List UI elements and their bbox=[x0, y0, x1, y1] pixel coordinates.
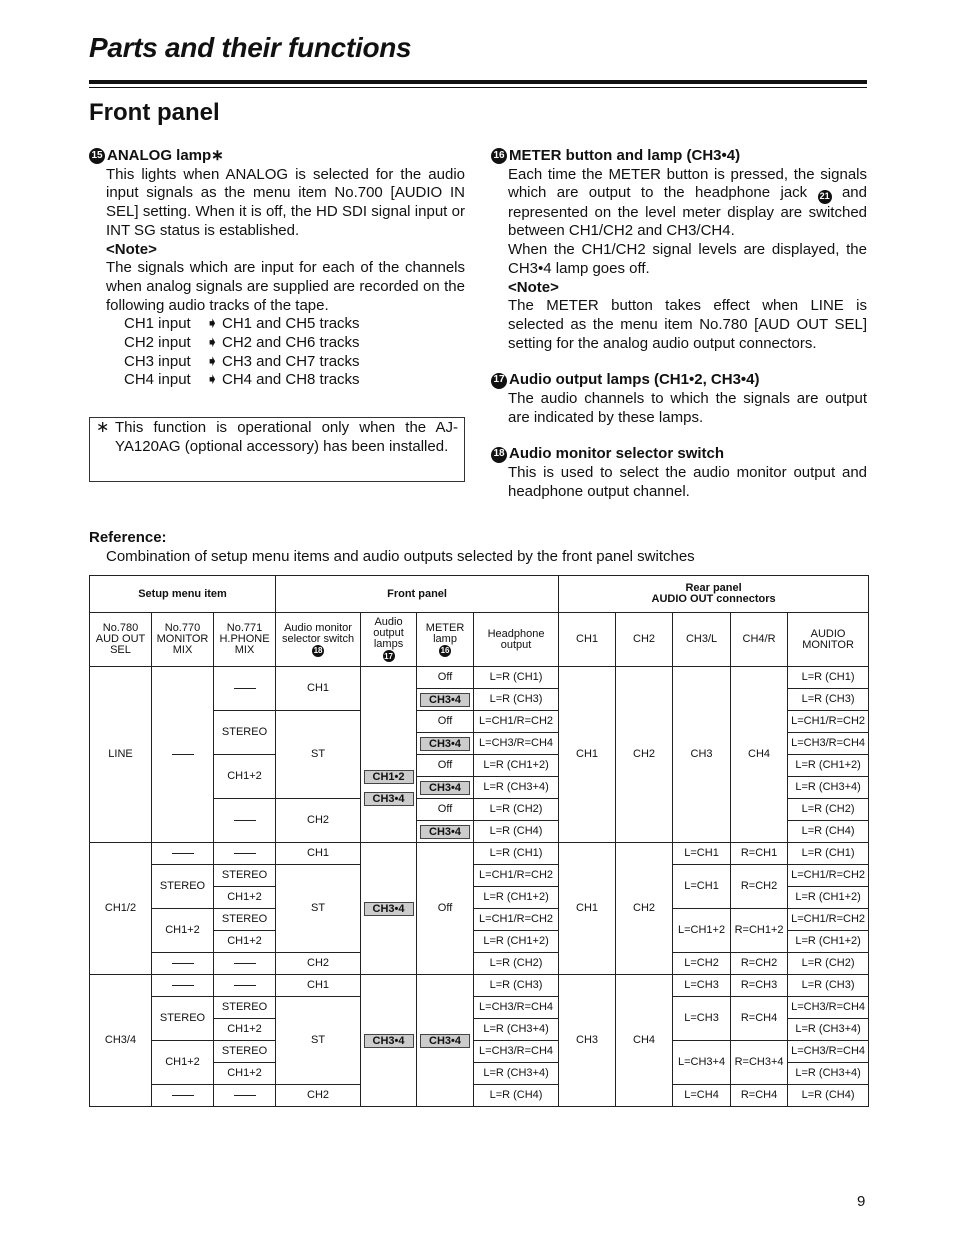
cell-headphone: L=R (CH3) bbox=[474, 975, 559, 997]
cell-headphone: L=CH3/R=CH4 bbox=[474, 733, 559, 755]
arrow-right-icon: ➧ bbox=[206, 371, 219, 389]
cell-aud-out-sel: CH1/2 bbox=[90, 843, 152, 975]
cell-audio-monitor: L=CH3/R=CH4 bbox=[788, 997, 869, 1019]
col-header-ch4r: CH4/R bbox=[731, 613, 788, 667]
cell-headphone: L=CH1/R=CH2 bbox=[474, 909, 559, 931]
table-row bbox=[90, 1041, 869, 1063]
footnote-text: This function is operational only when the AJ-YA120AG (optional accessory) has been installed. bbox=[115, 419, 458, 455]
cell-rear-ch3l: CH3 bbox=[673, 667, 731, 843]
audio-out-connectors-label: AUDIO OUT connectors bbox=[651, 593, 776, 605]
item-16-note: The METER button takes effect when LINE is selected as the menu item No.780 [AUD OUT SEL] setting for the analog audio output connectors. bbox=[508, 297, 867, 352]
cell-audio-monitor: L=R (CH3) bbox=[788, 689, 869, 711]
col-header-monitor-switch: Audio monitor selector switch 18 bbox=[276, 613, 361, 667]
item-16-body bbox=[491, 166, 867, 241]
cell-meter-lamp bbox=[417, 975, 474, 1107]
col-header-ch3l: CH3/L bbox=[673, 613, 731, 667]
cell-hphone-mix: STEREO bbox=[214, 909, 276, 931]
table-row bbox=[90, 667, 869, 689]
cell-aud-out-sel: CH3/4 bbox=[90, 975, 152, 1107]
page-header-title: Parts and their functions bbox=[89, 32, 412, 63]
dash bbox=[234, 1095, 256, 1096]
lamp-ch34: CH3•4 bbox=[420, 1034, 470, 1048]
col-header-ch2: CH2 bbox=[616, 613, 673, 667]
cell-hphone-mix: STEREO bbox=[214, 865, 276, 887]
rear-panel-label: Rear panel bbox=[685, 582, 742, 594]
cell-audio-monitor: L=R (CH3) bbox=[788, 975, 869, 997]
cell-monitor-mix bbox=[152, 667, 214, 843]
track-output: CH1 and CH5 tracks bbox=[222, 315, 360, 333]
cell-hphone-mix bbox=[214, 667, 276, 711]
cell-meter-lamp bbox=[417, 733, 474, 755]
cell-audio-monitor: L=CH1/R=CH2 bbox=[788, 711, 869, 733]
cell-audio-monitor: L=R (CH1+2) bbox=[788, 887, 869, 909]
item-15-title: ANALOG lamp∗ bbox=[107, 147, 224, 164]
cell-monitor-mix: CH1+2 bbox=[152, 909, 214, 953]
cell-audio-monitor: L=R (CH1+2) bbox=[788, 755, 869, 777]
cell-headphone: L=CH1/R=CH2 bbox=[474, 711, 559, 733]
item-17-body: The audio channels to which the signals are output are indicated by these lamps. bbox=[508, 390, 867, 426]
item-16-title: METER button and lamp (CH3•4) bbox=[509, 147, 741, 164]
cell-monitor-mix bbox=[152, 975, 214, 997]
cell-monitor-mix: STEREO bbox=[152, 865, 214, 909]
cell-rear-ch3l: L=CH1 bbox=[673, 843, 731, 865]
cell-headphone: L=R (CH3+4) bbox=[474, 777, 559, 799]
arrow-right-icon: ➧ bbox=[206, 315, 219, 333]
cell-meter-lamp bbox=[417, 821, 474, 843]
table-row bbox=[90, 909, 869, 931]
cell-meter-lamp: Off bbox=[417, 755, 474, 777]
dash bbox=[234, 820, 256, 821]
dash bbox=[172, 853, 194, 854]
cell-rear-ch4r: R=CH4 bbox=[731, 1085, 788, 1107]
item-18-number: 18 bbox=[491, 447, 507, 463]
track-output: CH4 and CH8 tracks bbox=[222, 371, 360, 389]
cell-audio-monitor: L=R (CH3+4) bbox=[788, 777, 869, 799]
dash bbox=[172, 985, 194, 986]
col-header-ch1: CH1 bbox=[559, 613, 616, 667]
cell-meter-lamp bbox=[417, 777, 474, 799]
cell-output-lamps bbox=[361, 975, 417, 1107]
group-setup-header: Setup menu item bbox=[90, 576, 276, 613]
cell-meter-lamp: Off bbox=[417, 843, 474, 975]
table-row bbox=[90, 865, 869, 887]
right-column bbox=[491, 147, 867, 502]
cell-rear-ch4r: R=CH2 bbox=[731, 865, 788, 909]
cell-headphone: L=R (CH1+2) bbox=[474, 887, 559, 909]
cell-meter-lamp: Off bbox=[417, 667, 474, 689]
cell-audio-monitor: L=R (CH3+4) bbox=[788, 1019, 869, 1041]
cell-rear-ch4r: R=CH4 bbox=[731, 997, 788, 1041]
item-16-body-3: When the CH1/CH2 signal levels are displayed, the CH3•4 lamp goes off. bbox=[508, 241, 867, 277]
footnote-box bbox=[89, 417, 465, 482]
cell-rear-ch2: CH2 bbox=[616, 843, 673, 975]
table-row bbox=[90, 997, 869, 1019]
item-18-heading bbox=[491, 445, 867, 464]
cell-monitor-mix bbox=[152, 1085, 214, 1107]
cell-hphone-mix bbox=[214, 799, 276, 843]
cell-rear-ch3l: L=CH3+4 bbox=[673, 1041, 731, 1085]
lamp-ch34: CH3•4 bbox=[420, 737, 470, 751]
dash bbox=[234, 963, 256, 964]
cell-rear-ch4r: R=CH3+4 bbox=[731, 1041, 788, 1085]
cell-monitor-mix: STEREO bbox=[152, 997, 214, 1041]
cell-audio-monitor: L=R (CH2) bbox=[788, 953, 869, 975]
cell-monitor-switch: ST bbox=[276, 997, 361, 1085]
item-15-body: This lights when ANALOG is selected for the audio input signals as the menu item No.700 [AUDIO IN SEL] setting. When it is off, the HD SDI signal input or INT SG status is established. bbox=[106, 165, 465, 239]
track-input: CH4 input bbox=[124, 371, 191, 389]
cell-hphone-mix bbox=[214, 1085, 276, 1107]
cell-monitor-switch: CH2 bbox=[276, 953, 361, 975]
track-input: CH2 input bbox=[124, 334, 191, 352]
track-row bbox=[89, 353, 465, 372]
col-header-no780: No.780 AUD OUT SEL bbox=[90, 613, 152, 667]
table-row bbox=[90, 843, 869, 865]
item-17-number: 17 bbox=[491, 373, 507, 389]
cell-meter-lamp: Off bbox=[417, 711, 474, 733]
cell-audio-monitor: L=R (CH1+2) bbox=[788, 931, 869, 953]
cell-monitor-mix bbox=[152, 843, 214, 865]
track-row bbox=[89, 315, 465, 334]
item-16-note-label: <Note> bbox=[508, 278, 559, 296]
cell-hphone-mix bbox=[214, 953, 276, 975]
item-15-number: 15 bbox=[89, 148, 105, 164]
item-17-heading bbox=[491, 371, 867, 390]
cell-monitor-switch: CH2 bbox=[276, 799, 361, 843]
track-row bbox=[89, 334, 465, 353]
cell-rear-ch1: CH3 bbox=[559, 975, 616, 1107]
cell-audio-monitor: L=R (CH4) bbox=[788, 1085, 869, 1107]
reference-text: Combination of setup menu items and audio outputs selected by the front panel switches bbox=[106, 548, 695, 565]
cell-rear-ch3l: L=CH3 bbox=[673, 997, 731, 1041]
cell-output-lamps bbox=[361, 843, 417, 975]
dash bbox=[234, 688, 256, 689]
cell-hphone-mix bbox=[214, 843, 276, 865]
item-15-note-label: <Note> bbox=[106, 240, 157, 258]
item-16-body-part1: Each time the METER button is pressed, the signals which are output to the headphone jack bbox=[508, 165, 867, 202]
track-row bbox=[89, 371, 465, 390]
cell-rear-ch4r: CH4 bbox=[731, 667, 788, 843]
cell-headphone: L=R (CH3+4) bbox=[474, 1063, 559, 1085]
cell-rear-ch3l: L=CH1+2 bbox=[673, 909, 731, 953]
cell-headphone: L=CH3/R=CH4 bbox=[474, 1041, 559, 1063]
track-output: CH2 and CH6 tracks bbox=[222, 334, 360, 352]
headphone-jack-ref-number: 21 bbox=[818, 190, 832, 204]
cell-hphone-mix: STEREO bbox=[214, 997, 276, 1019]
cell-hphone-mix: CH1+2 bbox=[214, 887, 276, 909]
item-16-heading bbox=[491, 147, 867, 166]
table-row bbox=[90, 975, 869, 997]
col-header-meter-lamp: METER lamp 16 bbox=[417, 613, 474, 667]
cell-hphone-mix: STEREO bbox=[214, 1041, 276, 1063]
page-number: 9 bbox=[857, 1193, 866, 1210]
cell-audio-monitor: L=R (CH4) bbox=[788, 821, 869, 843]
cell-headphone: L=R (CH2) bbox=[474, 799, 559, 821]
cell-rear-ch3l: L=CH1 bbox=[673, 865, 731, 909]
cell-headphone: L=R (CH1+2) bbox=[474, 755, 559, 777]
ref-number-18: 18 bbox=[313, 646, 323, 655]
table-row bbox=[90, 953, 869, 975]
cell-hphone-mix: STEREO bbox=[214, 711, 276, 755]
dash bbox=[172, 963, 194, 964]
cell-headphone: L=CH3/R=CH4 bbox=[474, 997, 559, 1019]
cell-hphone-mix: CH1+2 bbox=[214, 1063, 276, 1085]
cell-headphone: L=R (CH1) bbox=[474, 667, 559, 689]
cell-monitor-mix bbox=[152, 953, 214, 975]
dash bbox=[172, 754, 194, 755]
cell-aud-out-sel: LINE bbox=[90, 667, 152, 843]
item-16-number: 16 bbox=[491, 148, 507, 164]
cell-audio-monitor: L=R (CH3+4) bbox=[788, 1063, 869, 1085]
cell-rear-ch1: CH1 bbox=[559, 667, 616, 843]
cell-rear-ch4r: R=CH2 bbox=[731, 953, 788, 975]
cell-monitor-switch: ST bbox=[276, 865, 361, 953]
dash bbox=[234, 853, 256, 854]
item-18-title: Audio monitor selector switch bbox=[509, 445, 725, 463]
col-header-output-lamps: Audio output lamps 17 bbox=[361, 613, 417, 667]
cell-headphone: L=R (CH4) bbox=[474, 1085, 559, 1107]
cell-hphone-mix: CH1+2 bbox=[214, 1019, 276, 1041]
lamp-ch12: CH1•2 bbox=[364, 770, 414, 784]
cell-output-lamps bbox=[361, 667, 417, 843]
cell-headphone: L=R (CH1) bbox=[474, 843, 559, 865]
cell-monitor-switch: CH2 bbox=[276, 1085, 361, 1107]
lamp-ch34: CH3•4 bbox=[420, 825, 470, 839]
dash bbox=[172, 1095, 194, 1096]
dash bbox=[234, 985, 256, 986]
arrow-right-icon: ➧ bbox=[206, 334, 219, 352]
cell-audio-monitor: L=R (CH2) bbox=[788, 799, 869, 821]
lamp-ch34: CH3•4 bbox=[364, 1034, 414, 1048]
left-column bbox=[89, 147, 465, 390]
cell-meter-lamp bbox=[417, 689, 474, 711]
cell-headphone: L=R (CH2) bbox=[474, 953, 559, 975]
cell-monitor-switch: CH1 bbox=[276, 667, 361, 711]
cell-hphone-mix bbox=[214, 975, 276, 997]
reference-label: Reference: bbox=[89, 529, 167, 546]
cell-headphone: L=CH1/R=CH2 bbox=[474, 865, 559, 887]
cell-monitor-switch: ST bbox=[276, 711, 361, 799]
lamp-ch34: CH3•4 bbox=[420, 693, 470, 707]
lamp-ch34: CH3•4 bbox=[364, 792, 414, 806]
track-input: CH3 input bbox=[124, 352, 191, 370]
cell-rear-ch3l: L=CH4 bbox=[673, 1085, 731, 1107]
cell-audio-monitor: L=CH3/R=CH4 bbox=[788, 733, 869, 755]
cell-headphone: L=R (CH1+2) bbox=[474, 931, 559, 953]
cell-monitor-mix: CH1+2 bbox=[152, 1041, 214, 1085]
lamp-ch34: CH3•4 bbox=[420, 781, 470, 795]
cell-rear-ch4r: R=CH3 bbox=[731, 975, 788, 997]
group-rear-header bbox=[559, 576, 869, 613]
group-front-header: Front panel bbox=[276, 576, 559, 613]
item-17-title: Audio output lamps (CH1•2, CH3•4) bbox=[509, 371, 760, 389]
asterisk-icon: ∗ bbox=[96, 419, 110, 436]
col-header-no770: No.770 MONITOR MIX bbox=[152, 613, 214, 667]
cell-audio-monitor: L=CH1/R=CH2 bbox=[788, 909, 869, 931]
cell-headphone: L=R (CH4) bbox=[474, 821, 559, 843]
cell-audio-monitor: L=CH1/R=CH2 bbox=[788, 865, 869, 887]
item-15-heading bbox=[89, 147, 465, 166]
cell-rear-ch1: CH1 bbox=[559, 843, 616, 975]
cell-rear-ch4r: R=CH1+2 bbox=[731, 909, 788, 953]
cell-headphone: L=R (CH3) bbox=[474, 689, 559, 711]
cell-rear-ch4r: R=CH1 bbox=[731, 843, 788, 865]
track-input: CH1 input bbox=[124, 315, 191, 333]
cell-audio-monitor: L=R (CH1) bbox=[788, 667, 869, 689]
item-15-note: The signals which are input for each of the channels when analog signals are supplied are recorded on the following audio tracks of the tape. bbox=[106, 259, 465, 314]
ref-number-16: 16 bbox=[440, 646, 450, 655]
ref-number-17: 17 bbox=[384, 651, 393, 661]
cell-audio-monitor: L=CH3/R=CH4 bbox=[788, 1041, 869, 1063]
cell-monitor-switch: CH1 bbox=[276, 975, 361, 997]
cell-headphone: L=R (CH3+4) bbox=[474, 1019, 559, 1041]
section-title: Front panel bbox=[89, 99, 220, 126]
header-rule bbox=[89, 80, 867, 84]
header-rule-thin bbox=[89, 87, 867, 88]
item-16-body-part2: and represented on the level meter display are switched between CH1/CH2 and CH3/CH4. bbox=[508, 184, 867, 240]
col-header-headphone: Headphone output bbox=[474, 613, 559, 667]
track-output: CH3 and CH7 tracks bbox=[222, 352, 360, 370]
item-18-body: This is used to select the audio monitor output and headphone output channel. bbox=[508, 464, 867, 500]
lamp-ch34: CH3•4 bbox=[364, 902, 414, 916]
cell-rear-ch3l: L=CH3 bbox=[673, 975, 731, 997]
cell-rear-ch2: CH2 bbox=[616, 667, 673, 843]
col-header-no771: No.771 H.PHONE MIX bbox=[214, 613, 276, 667]
col-header-audio-monitor: AUDIO MONITOR bbox=[788, 613, 869, 667]
cell-audio-monitor: L=R (CH1) bbox=[788, 843, 869, 865]
cell-hphone-mix: CH1+2 bbox=[214, 755, 276, 799]
cell-rear-ch2: CH4 bbox=[616, 975, 673, 1107]
cell-rear-ch3l: L=CH2 bbox=[673, 953, 731, 975]
reference-table bbox=[89, 575, 869, 1107]
cell-monitor-switch: CH1 bbox=[276, 843, 361, 865]
arrow-right-icon: ➧ bbox=[206, 352, 219, 370]
cell-meter-lamp: Off bbox=[417, 799, 474, 821]
table-row bbox=[90, 1085, 869, 1107]
cell-hphone-mix: CH1+2 bbox=[214, 931, 276, 953]
